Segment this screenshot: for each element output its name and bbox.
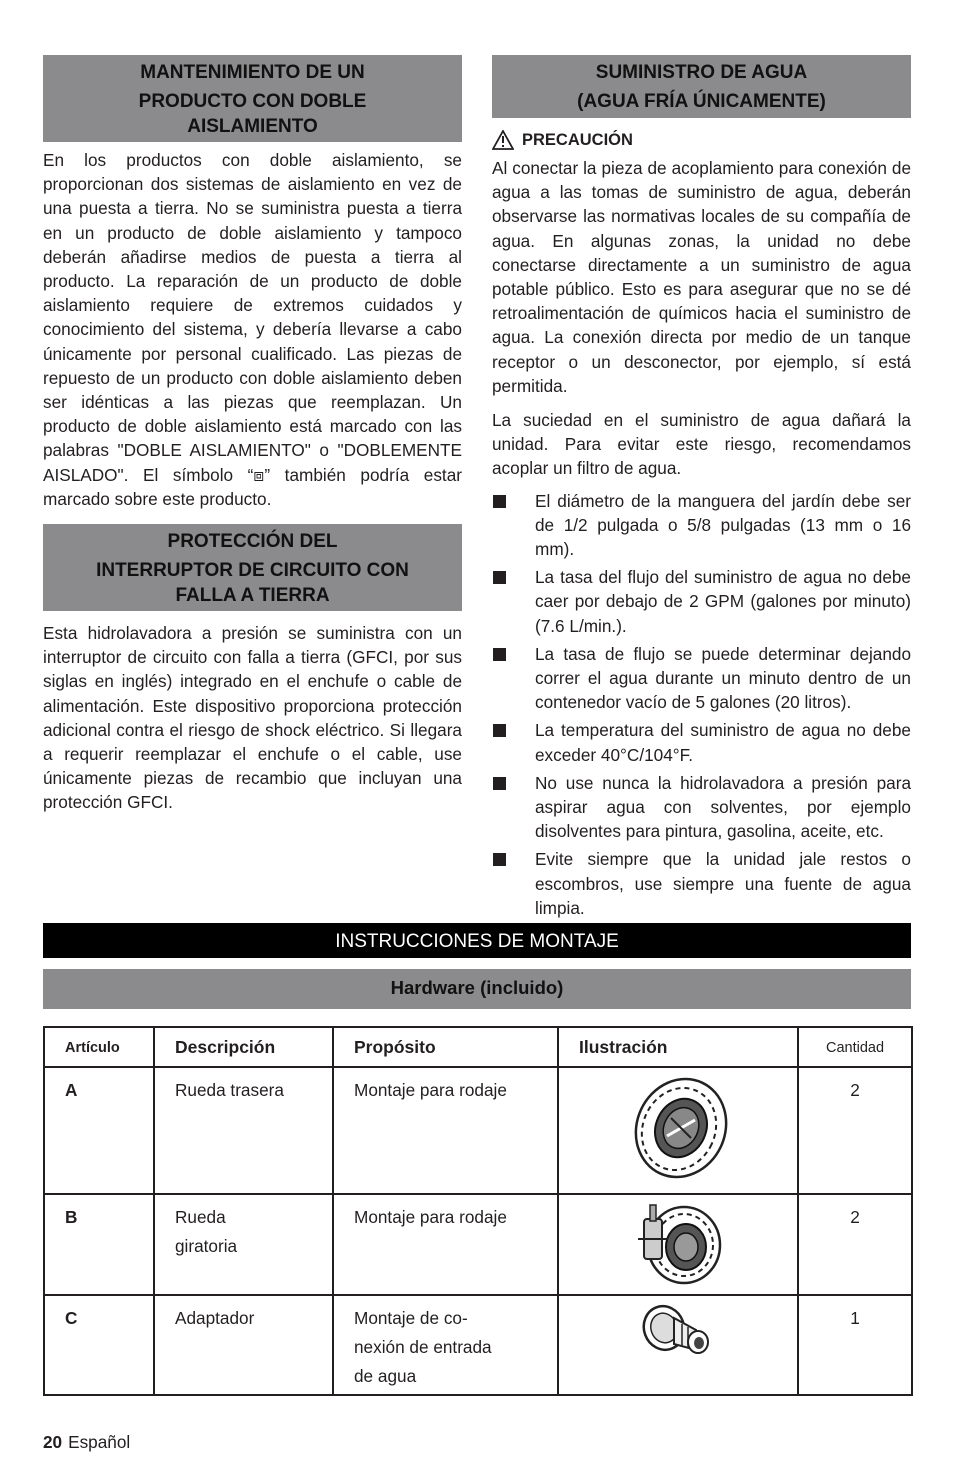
bullet-square-icon bbox=[493, 724, 506, 737]
illustration-cell bbox=[558, 1067, 798, 1194]
warning-triangle-icon bbox=[492, 130, 514, 150]
bullet-square-icon bbox=[493, 777, 506, 790]
heading-line: MANTENIMIENTO DE UN bbox=[140, 62, 365, 83]
list-item bbox=[492, 565, 911, 638]
purpose-line: Montaje de co- bbox=[354, 1308, 468, 1328]
table-row bbox=[44, 1067, 912, 1194]
text-part: ” también podría estar marcado sobre este producto. bbox=[43, 464, 462, 509]
rear-wheel-illustration bbox=[623, 1072, 733, 1184]
caution-header bbox=[492, 130, 911, 150]
list-item bbox=[492, 718, 911, 766]
column-header-description: Descripción bbox=[154, 1027, 333, 1067]
illustration-cell bbox=[558, 1295, 798, 1395]
item-cell: B bbox=[44, 1194, 154, 1295]
text-part: En los productos con doble aislamiento, se proporcionan dos sistemas de aislamiento en vez de una puesta a tierra. No se suministra puesta a tierra en un producto de doble aislamiento y tampoco deberán añadirse medios de puesta a tierra al producto. La reparación de un producto de doble aislamiento requiere de extremos cuidados y conocimiento del sistema, y debería llevarse a cabo únicamente por personal cualificado. Las piezas de repuesto de un producto con doble aislamiento deben ser idénticas a las piezas que reemplazan. Un producto de doble aislamiento está marcado con las palabras "DOBLE AISLAMIENTO" o "DOBLEMENTE AISLADO". El símbolo “ bbox=[43, 150, 462, 485]
bullet-square-icon bbox=[493, 571, 506, 584]
purpose-cell: Montaje para rodaje bbox=[333, 1194, 558, 1295]
adapter-illustration bbox=[638, 1300, 718, 1366]
list-item bbox=[492, 642, 911, 715]
page-number: 20 bbox=[43, 1432, 63, 1452]
purpose-line: nexión de entrada bbox=[354, 1337, 492, 1357]
caution-label: PRECAUCIÓN bbox=[522, 130, 633, 149]
heading-line: PROTECCIÓN DEL bbox=[167, 531, 338, 553]
table-row bbox=[44, 1194, 912, 1295]
purpose-line: de agua bbox=[354, 1366, 417, 1386]
item-cell: A bbox=[44, 1067, 154, 1194]
column-header-item: Artículo bbox=[44, 1027, 154, 1067]
list-item bbox=[492, 771, 911, 844]
left-column bbox=[43, 55, 462, 815]
column-header-quantity: Cantidad bbox=[798, 1027, 912, 1067]
gfci-text: Esta hidrolavadora a presión se suministra con un interruptor de circuito con falla a tierra (GFCI, por sus siglas en inglés) integrado en el enchufe o cable de alimentación. Este dispositivo proporciona protección adicional contra el riesgo de shock eléctrico. Si llegara a requerir reemplazar el enchufe o el cable, use únicamente piezas de recambio que incluyan una protección GFCI. bbox=[43, 623, 462, 813]
quantity-cell: 2 bbox=[798, 1067, 912, 1194]
column-header-illustration: Ilustración bbox=[558, 1027, 798, 1067]
item-cell: C bbox=[44, 1295, 154, 1395]
description-line: giratoria bbox=[175, 1236, 238, 1256]
quantity-cell: 1 bbox=[798, 1295, 912, 1395]
assembly-instructions-heading: INSTRUCCIONES DE MONTAJE bbox=[43, 923, 911, 958]
description-cell: Adaptador bbox=[154, 1295, 333, 1395]
list-item bbox=[492, 847, 911, 920]
caution-text: Al conectar la pieza de acoplamiento para conexión de agua a las tomas de suministro de agua, deberán observarse las normativas locales de su compañía de agua. En algunas zonas, la unidad no debe conectarse directamente a un suministro de agua potable público. Esto es para asegurar que no se dé retroalimentación de químicos hacia el suministro de agua. La conexión directa por medio de un tanque receptor o un desconector, por ejemplo, sí está permitida. bbox=[492, 158, 911, 396]
heading-line: PRODUCTO CON DOBLE bbox=[138, 91, 367, 112]
bullet-square-icon bbox=[493, 853, 506, 866]
language-label: Español bbox=[68, 1432, 131, 1452]
purpose-cell: Montaje para rodaje bbox=[333, 1067, 558, 1194]
right-column bbox=[492, 55, 911, 924]
column-header-purpose: Propósito bbox=[333, 1027, 558, 1067]
section-heading-double-insulation bbox=[43, 55, 462, 142]
double-insulation-text bbox=[43, 148, 462, 511]
quantity-cell: 2 bbox=[798, 1194, 912, 1295]
list-item-text: Evite siempre que la unidad jale restos o escombros, use siempre una fuente de agua limpia. bbox=[535, 849, 911, 918]
illustration-cell bbox=[558, 1194, 798, 1295]
water-supply-bullets bbox=[492, 489, 911, 920]
swivel-wheel-illustration bbox=[628, 1199, 728, 1285]
list-item-text: La tasa de flujo se puede determinar dejando correr el agua durante un minuto dentro de un contenedor vacío de 5 galones (20 litros). bbox=[535, 643, 911, 713]
heading-line: SUMINISTRO DE AGUA bbox=[595, 62, 808, 83]
description-line: Rueda bbox=[175, 1207, 226, 1227]
list-item bbox=[492, 489, 911, 562]
list-item-text: La tasa del flujo del suministro de agua no debe caer por debajo de 2 GPM (galones por minuto) (7.6 L/min.). bbox=[535, 567, 911, 636]
heading-line: (AGUA FRÍA ÚNICAMENTE) bbox=[577, 91, 826, 112]
heading-line: FALLA A TIERRA bbox=[175, 585, 330, 607]
section-heading-water-supply bbox=[492, 55, 911, 118]
description-cell bbox=[154, 1194, 333, 1295]
hardware-heading: Hardware (incluido) bbox=[43, 969, 911, 1009]
bullet-square-icon bbox=[493, 495, 506, 508]
bullet-square-icon bbox=[493, 648, 506, 661]
filter-recommendation-text: La suciedad en el suministro de agua dañará la unidad. Para evitar este riesgo, recomendamos acoplar un filtro de agua. bbox=[492, 410, 911, 479]
list-item-text: El diámetro de la manguera del jardín debe ser de 1/2 pulgada o 5/8 pulgadas (13 mm o 16 mm). bbox=[535, 490, 911, 560]
double-insulation-symbol-icon: ⧈ bbox=[253, 464, 265, 485]
heading-line: AISLAMIENTO bbox=[187, 116, 318, 137]
list-item-text: No use nunca la hidrolavadora a presión para aspirar agua con solventes, por ejemplo disolventes para pintura, gasolina, aceite, etc. bbox=[535, 772, 911, 842]
heading-line: INTERRUPTOR DE CIRCUITO CON bbox=[96, 560, 409, 582]
hardware-table bbox=[43, 1026, 913, 1396]
page-footer bbox=[43, 1432, 130, 1453]
table-header-row bbox=[44, 1027, 912, 1067]
section-heading-gfci bbox=[43, 524, 462, 611]
description-cell: Rueda trasera bbox=[154, 1067, 333, 1194]
list-item-text: La temperatura del suministro de agua no debe exceder 40°C/104°F. bbox=[535, 720, 911, 765]
purpose-cell bbox=[333, 1295, 558, 1395]
table-row bbox=[44, 1295, 912, 1395]
